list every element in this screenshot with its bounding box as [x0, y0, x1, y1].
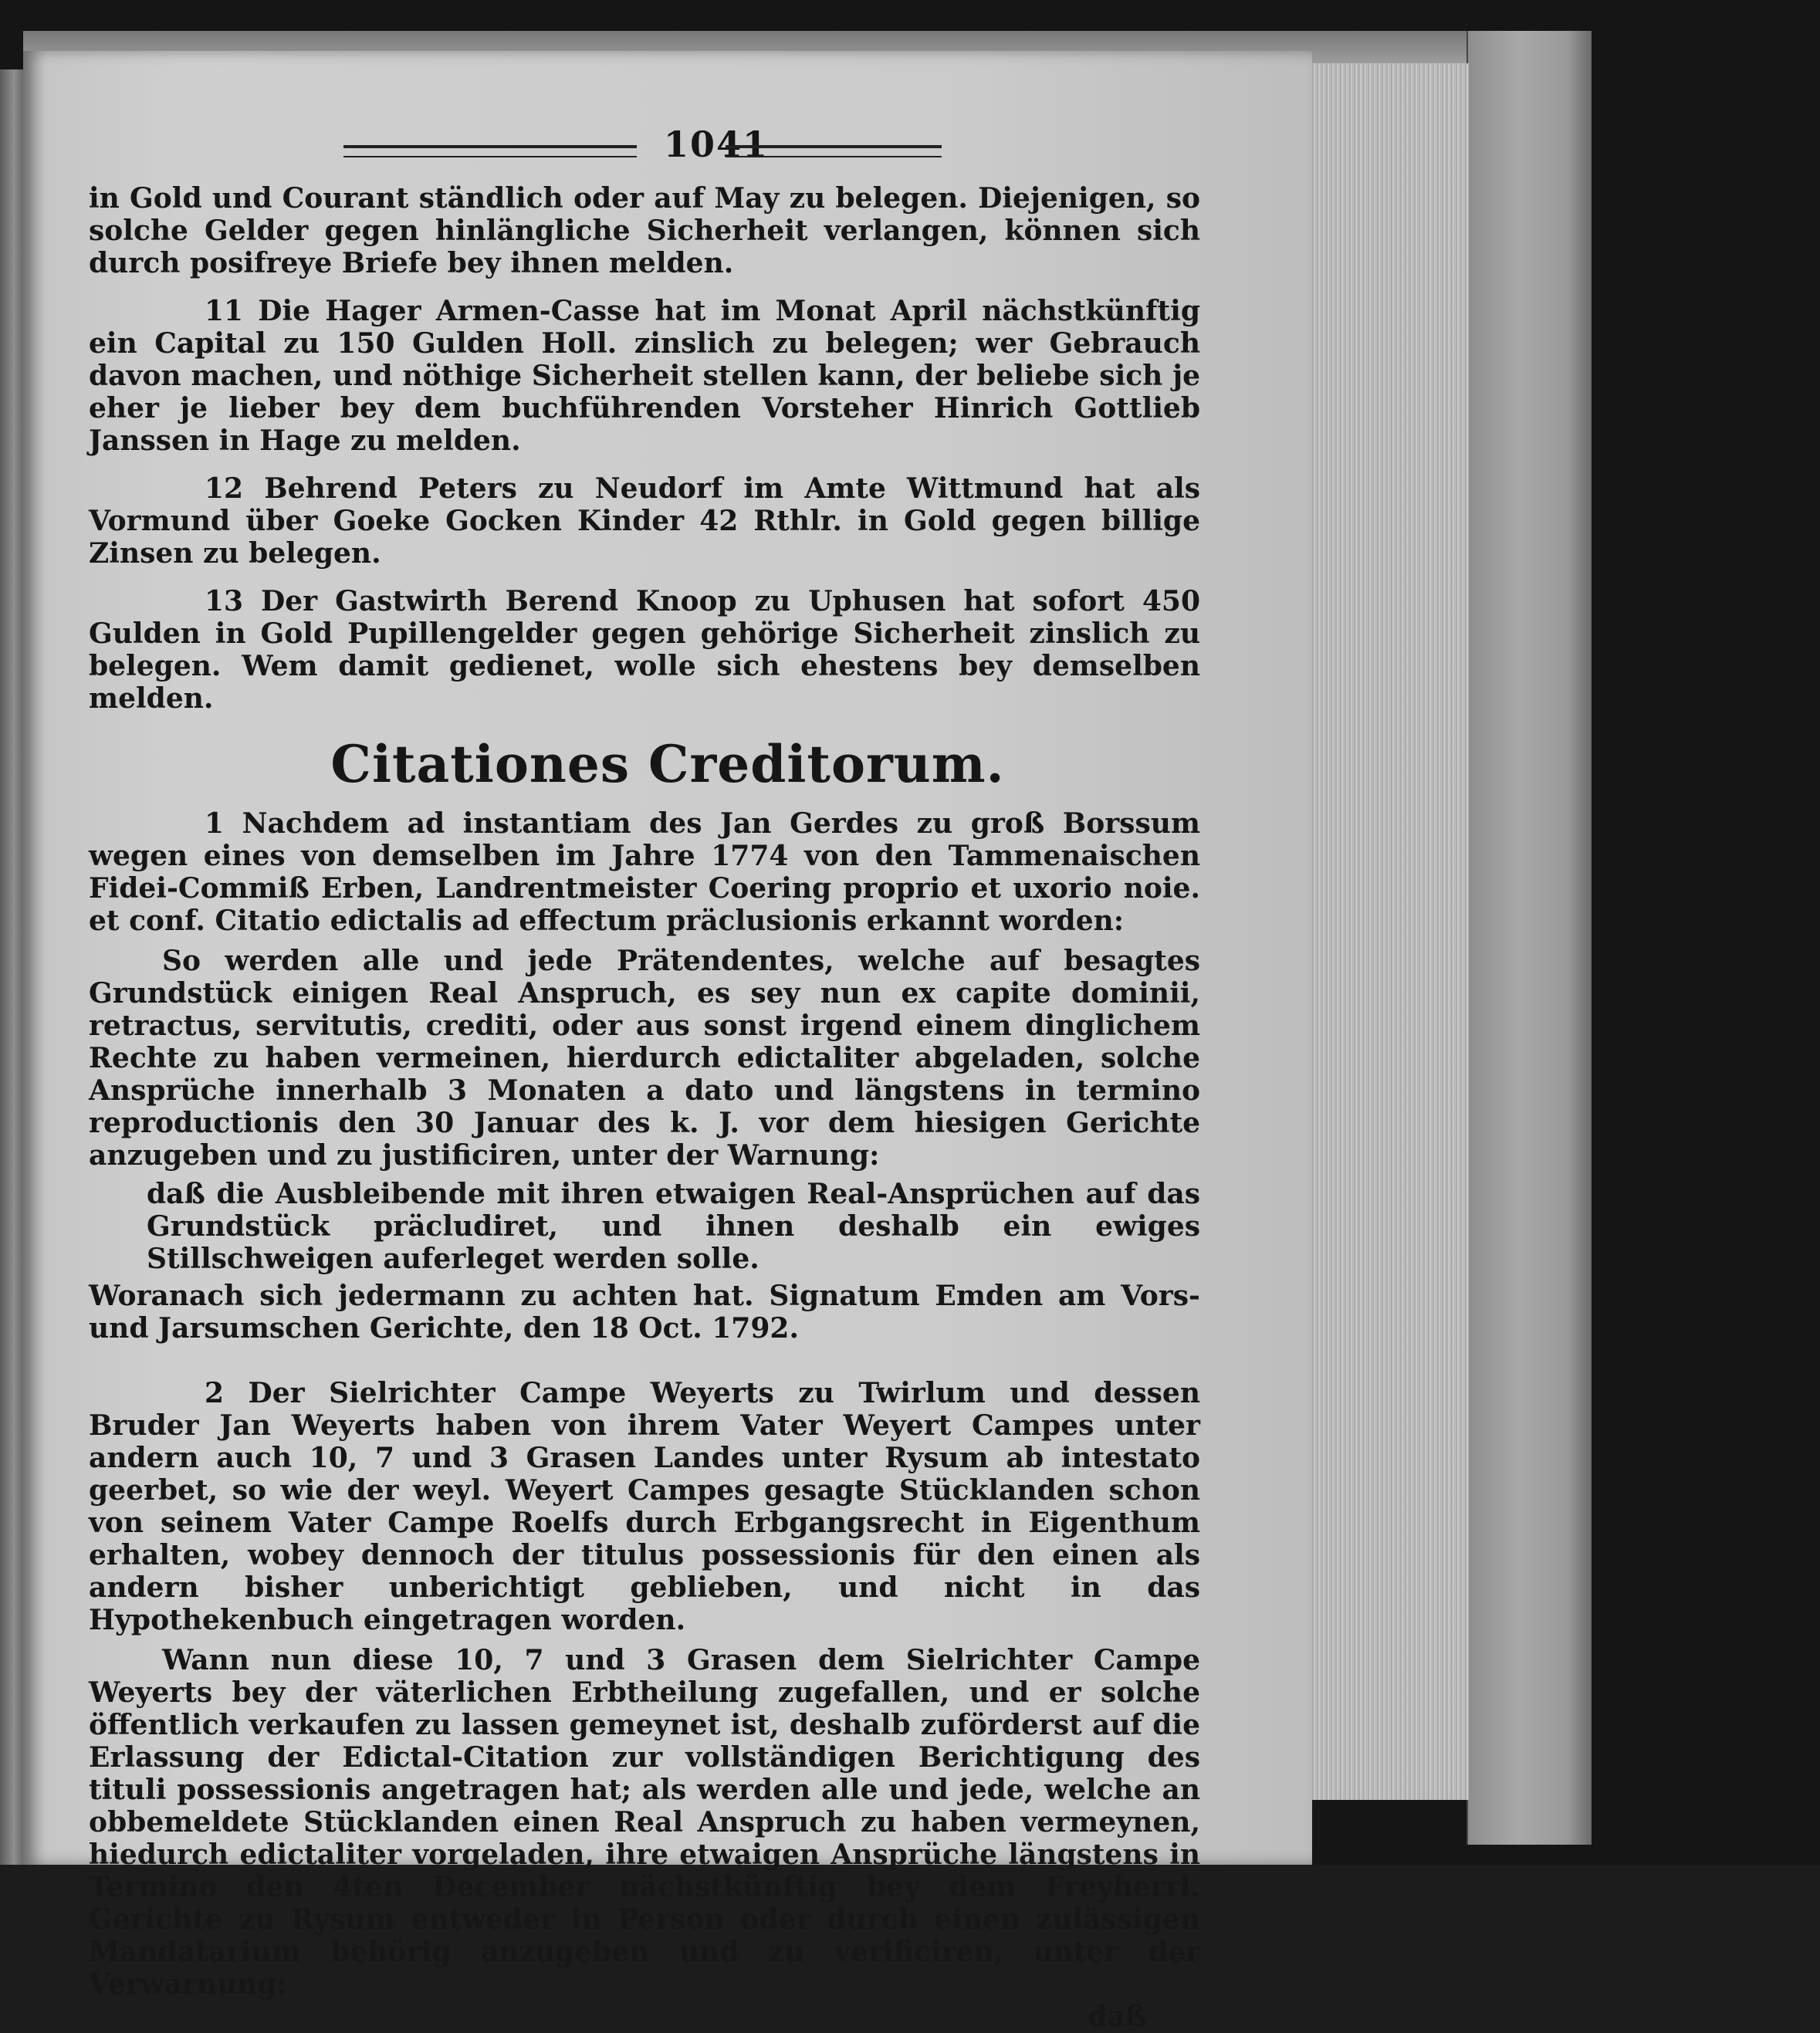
catchword: daß	[1088, 2001, 1146, 2033]
header-rule-left	[343, 145, 637, 157]
continued-paragraph: in Gold und Courant ständlich oder auf May zu belegen. Diejenigen, so solche Gelder gegen hinlängliche Sicherheit verlangen, können sich durch posifreye Briefe bey ihnen melden.	[89, 182, 1200, 279]
page-number: 1041	[664, 123, 770, 165]
header-rule-right	[726, 145, 942, 157]
book-page-edges	[1304, 63, 1469, 1800]
citation-1-paragraph: 1 Nachdem ad instantiam des Jan Gerdes zu groß Borssum wegen eines von demselben im Jahre 1774 von den Tammenaischen Fidei-Commiß Erben, Landrentmeister Coering proprio et uxorio noie. et conf. Citatio edictalis ad effectum präclusionis erkannt worden:	[89, 807, 1200, 937]
notice-11: 11 Die Hager Armen-Casse hat im Monat April nächstkünftig ein Capital zu 150 Gulden Holl. zinslich zu belegen; wer Gebrauch davon machen, und nöthige Sicherheit stellen kann, der beliebe sich je eher je lieber bey dem buchführenden Vorsteher Hinrich Gottlieb Janssen in Hage zu melden.	[89, 295, 1200, 457]
previous-page-edge	[0, 69, 23, 1865]
page-header	[89, 123, 1200, 178]
page-content	[89, 123, 1200, 2033]
book-cover-edge	[1466, 31, 1592, 1845]
notice-13: 13 Der Gastwirth Berend Knoop zu Uphusen hat sofort 450 Gulden in Gold Pupillengelder gegen gehörige Sicherheit zinslich zu belegen. Wem damit gedienet, wolle sich ehestens bey demselben melden.	[89, 585, 1200, 715]
citation-1-summons: So werden alle und jede Prätendentes, welche auf besagtes Grundstück einigen Real Anspruch, es sey nun ex capite dominii, retractus, servitutis, crediti, oder aus sonst irgend einem dinglichem Rechte zu haben vermeinen, hierdurch edictaliter abgeladen, solche Ansprüche innerhalb 3 Monaten a dato und längstens in termino reproductionis den 30 Januar des k. J. vor dem hiesigen Gerichte anzugeben und zu justificiren, unter der Warnung:	[89, 945, 1200, 1172]
citation-2-paragraph: 2 Der Sielrichter Campe Weyerts zu Twirlum und dessen Bruder Jan Weyerts haben von ihrem Vater Weyert Campes unter andern auch 10, 7 und 3 Grasen Landes unter Rysum ab intestato geerbet, so wie der weyl. Weyert Campes gesagte Stücklanden schon von seinem Vater Campe Roelfs durch Erbgangsrecht in Eigenthum erhalten, wobey dennoch der titulus possessionis für den einen als andern bisher unberichtigt geblieben, und nicht in das Hypothekenbuch eingetragen worden.	[89, 1377, 1200, 1636]
citation-1-warning: daß die Ausbleibende mit ihren etwaigen Real-Ansprüchen auf das Grundstück präcludiret, und ihnen deshalb ein ewiges Stillschweigen auferleget werden solle.	[147, 1178, 1200, 1275]
notice-12: 12 Behrend Peters zu Neudorf im Amte Wittmund hat als Vormund über Goeke Gocken Kinder 42 Rthlr. in Gold gegen billige Zinsen zu belegen.	[89, 472, 1200, 570]
section-title: Citationes Creditorum.	[330, 734, 1005, 794]
citation-2-summons: Wann nun diese 10, 7 und 3 Grasen dem Sielrichter Campe Weyerts bey der väterlichen Erbtheilung zugefallen, und er solche öffentlich verkaufen zu lassen gemeynet ist, deshalb zuförderst auf die Erlassung der Edictal-Citation zur vollständigen Berichtigung des tituli possessionis angetragen hat; als werden alle und jede, welche an obbemeldete Stücklanden einen Real Anspruch zu haben vermeynen, hiedurch edictaliter vorgeladen, ihre etwaigen Ansprüche längstens in Termino den 4ten December nächstkünftig bey dem Freyherrl. Gerichte zu Rysum entweder in Person oder durch einen zulässigen Mandatarium behörig anzugeben und zu verificiren, unter der Verwarnung:	[89, 1644, 1200, 2001]
citation-1-signature: Woranach sich jedermann zu achten hat. Signatum Emden am Vors- und Jarsumschen Gerichte, den 18 Oct. 1792.	[89, 1280, 1200, 1345]
